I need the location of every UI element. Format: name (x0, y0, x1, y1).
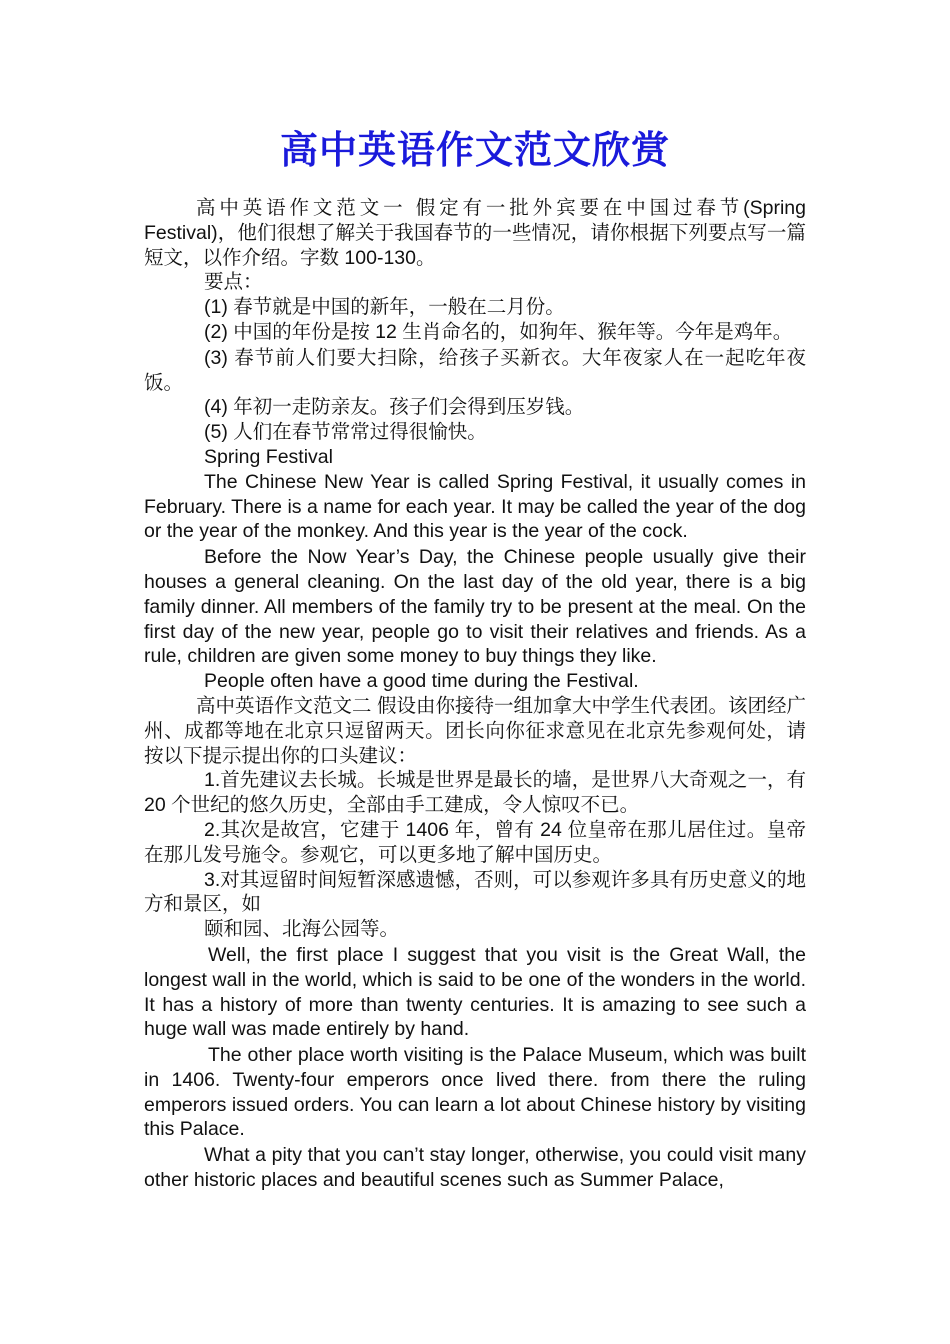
essay2-sample-paragraph-2: The other place worth visiting is the Palace Museum, which was built in 1406. Twenty-four emperors once lived there. from there the ruling emperors issued orders. You can learn a lot about Chinese history by visiting this Palace. (144, 1044, 806, 1141)
essay1-point-3: (3) 春节前人们要大扫除，给孩子买新衣。大年夜家人在一起吃年夜饭。 (144, 346, 806, 394)
essay1-points-heading: 要点： (204, 271, 263, 294)
essay2-hint-2: 2.其次是故宫，它建于 1406 年，曾有 24 位皇帝在那儿居住过。皇帝在那儿发号施令。参观它，可以更多地了解中国历史。 (144, 818, 806, 866)
essay2-prompt: 高中英语作文范文二 假设由你接待一组加拿大中学生代表团。该团经广州、成都等地在北京只逗留两天。团长向你征求意见在北京先参观何处，请按以下提示提出你的口头建议： (144, 694, 806, 767)
essay1-point-5: (5) 人们在春节常常过得很愉快。 (204, 421, 487, 444)
essay2-sample-paragraph-1: Well, the first place I suggest that you visit is the Great Wall, the longest wall in the world, which is said to be one of the wonders in the world. It has a history of more than twenty centuries. It is amazing to see such a huge wall was made entirely by hand. (144, 943, 806, 1041)
essay1-point-4: (4) 年初一走防亲友。孩子们会得到压岁钱。 (204, 396, 585, 419)
essay2-hint-3-continued: 颐和园、北海公园等。 (204, 918, 400, 941)
essay2-hint-1: 1.首先建议去长城。长城是世界是最长的墙，是世界八大奇观之一，有 20 个世纪的悠久历史，全部由手工建成，令人惊叹不已。 (144, 769, 806, 817)
essay1-sample-paragraph-1: The Chinese New Year is called Spring Festival, it usually comes in February. There is a name for each year. It may be called the year of the dog or the year of the monkey. And this year is the year of the cock. (144, 470, 806, 543)
document-title: 高中英语作文范文欣赏 (279, 127, 670, 172)
essay1-sample-paragraph-2: Before the Now Year’s Day, the Chinese people usually give their houses a general cleaning. On the last day of the old year, there is a big family dinner. All members of the family try to be present at the meal. On the first day of the new year, people go to visit their relatives and friends. As a rule, children are given some money to buy things they like. (144, 546, 806, 668)
essay2-hint-3: 3.对其逗留时间短暂深感遗憾，否则，可以参观许多具有历史意义的地方和景区，如 (144, 868, 806, 916)
essay1-point-1: (1) 春节就是中国的新年，一般在二月份。 (204, 296, 565, 319)
essay2-sample-paragraph-3: What a pity that you can’t stay longer, otherwise, you could visit many other historic places and beautiful scenes such as Summer Palace, (144, 1144, 806, 1192)
essay1-prompt: 高中英语作文范文一 假定有一批外宾要在中国过春节(Spring Festival)，他们很想了解关于我国春节的一些情况，请你根据下列要点写一篇短文，以作介绍。字数 100-130。 (144, 197, 806, 269)
document-page (144, 124, 806, 1193)
essay1-sample-paragraph-3: People often have a good time during the Festival. (204, 670, 639, 693)
essay1-sample-title: Spring Festival (204, 445, 333, 468)
essay1-point-2: (2) 中国的年份是按 12 生肖命名的，如狗年、猴年等。今年是鸡年。 (204, 320, 793, 343)
